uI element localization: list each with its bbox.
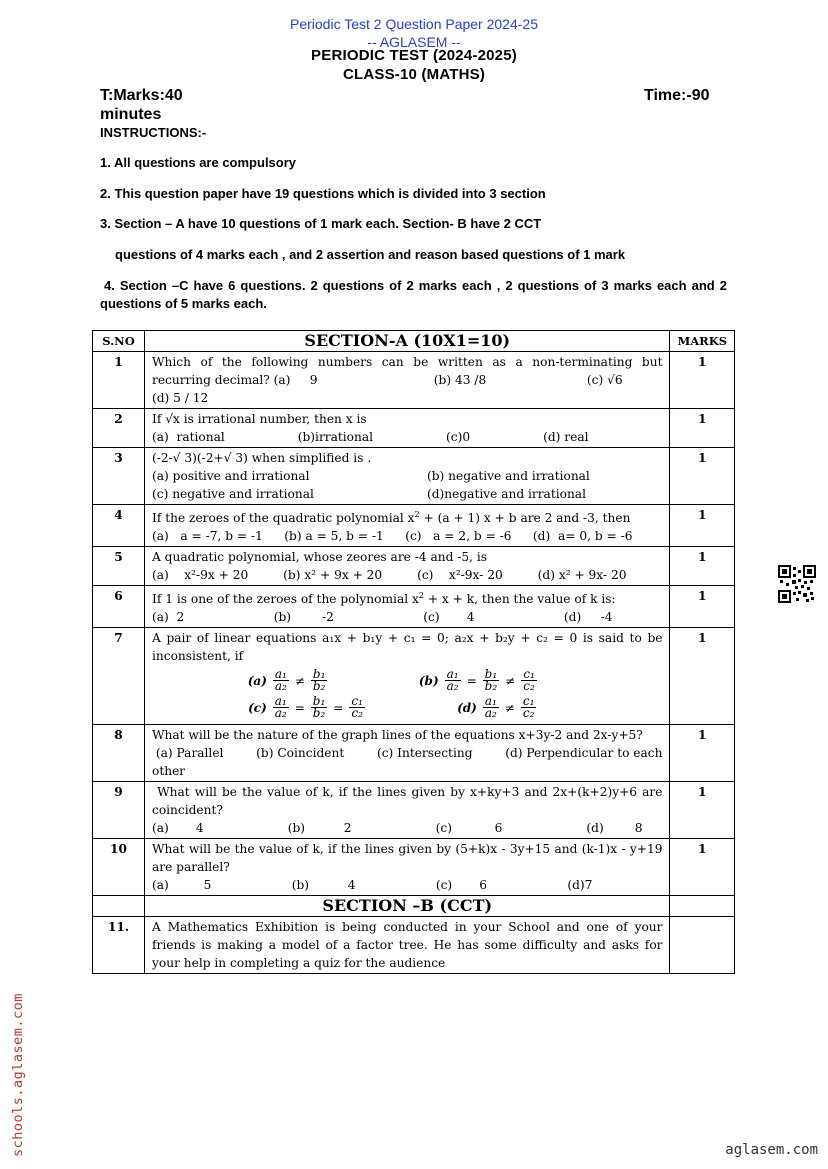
time-label: Time:-90 bbox=[644, 87, 710, 104]
question-stem: If 1 is one of the zeroes of the polynomial $x^2 + x + k$, then the value of k is: bbox=[152, 591, 616, 607]
option-a: (a) a = -7, b = -1 bbox=[152, 529, 263, 544]
class-title: CLASS-10 (MATHS) bbox=[342, 66, 486, 83]
qr-code-icon bbox=[778, 565, 816, 603]
question-marks: 1 bbox=[670, 352, 735, 409]
option-c: (c) a = 2, b = -6 bbox=[405, 529, 512, 544]
option-b: (b)irrational bbox=[297, 430, 374, 444]
option-b: (b) negative and irrational bbox=[427, 469, 590, 483]
option-d: (d) -4 bbox=[563, 610, 613, 625]
question-marks: 1 bbox=[670, 586, 735, 628]
col-sno-header: S.NO bbox=[93, 331, 145, 352]
section-a-heading: SECTION-A (10X1=10) bbox=[145, 331, 670, 352]
question-number: 10 bbox=[93, 839, 145, 896]
question-marks: 1 bbox=[670, 839, 735, 896]
question-number: 5 bbox=[93, 547, 145, 586]
question-text bbox=[145, 352, 670, 409]
table-row bbox=[93, 409, 735, 448]
option-c: (c) 4 bbox=[423, 610, 475, 625]
option-a: (a) 4 bbox=[152, 821, 204, 836]
question-text bbox=[145, 725, 670, 782]
option-d: (d) real bbox=[543, 430, 589, 444]
instruction-2: 2. This question paper have 19 questions which is divided into 3 section bbox=[100, 186, 546, 201]
question-stem: A Mathematics Exhibition is being conducted in your School and one of your friends is making a model of a factor tree. He has some difficulty and asks for your help in completing a quiz for the audience bbox=[152, 920, 663, 971]
option-a-fraction: (a) a₁ a₂ ≠ b₁ b₂ bbox=[247, 667, 326, 694]
col-marks-header: MARKS bbox=[670, 331, 735, 352]
option-a: (a) 5 bbox=[152, 878, 212, 893]
option-c-fraction: (c) a₁ a₂ = b₁ b₂ = c₁ c₂ bbox=[248, 694, 363, 721]
option-b: (b) -2 bbox=[273, 610, 334, 625]
option-b: (b) x² + 9x + 20 bbox=[283, 568, 383, 583]
question-stem: What will be the value of k, if the lines given by (5+k)x - 3y+15 and (k-1)x - y+19 are parallel? bbox=[152, 842, 663, 875]
option-b: (b) 2 bbox=[287, 821, 352, 836]
question-text bbox=[145, 448, 670, 505]
table-row bbox=[93, 448, 735, 505]
question-stem: If the zeroes of the quadratic polynomial $x^2 + (a + 1) x + b$ are 2 and -3, then bbox=[152, 510, 631, 526]
option-d: (d) a= 0, b = -6 bbox=[532, 529, 633, 544]
option-a: (a) Parallel bbox=[152, 746, 224, 761]
option-d: (d) Perpendicular to each bbox=[505, 746, 663, 761]
instruction-1: 1. All questions are compulsory bbox=[100, 155, 297, 170]
option-a: (a) x²-9x + 20 bbox=[152, 568, 249, 583]
side-watermark bbox=[6, 965, 36, 1165]
question-text bbox=[145, 505, 670, 547]
option-c: (c) negative and irrational bbox=[152, 487, 314, 501]
question-number: 9 bbox=[93, 782, 145, 839]
option-d: (d) 5 / 12 bbox=[152, 391, 209, 405]
table-row bbox=[93, 628, 735, 725]
question-marks: 1 bbox=[670, 782, 735, 839]
table-row bbox=[93, 352, 735, 409]
question-marks: 1 bbox=[670, 628, 735, 725]
table-row bbox=[93, 839, 735, 896]
question-number: 8 bbox=[93, 725, 145, 782]
watermark-title: Periodic Test 2 Question Paper 2024-25 bbox=[289, 16, 538, 32]
instructions-heading: INSTRUCTIONS:- bbox=[100, 125, 207, 140]
question-number: 3 bbox=[93, 448, 145, 505]
question-number: 7 bbox=[93, 628, 145, 725]
question-text bbox=[145, 409, 670, 448]
question-marks: 1 bbox=[670, 547, 735, 586]
question-marks: 1 bbox=[670, 725, 735, 782]
table-row bbox=[93, 505, 735, 547]
question-stem: (-2-√ 3)(-2+√ 3) when simplified is . bbox=[152, 451, 372, 465]
page-title: PERIODIC TEST (2024-2025) bbox=[311, 47, 517, 64]
option-c: (c) 6 bbox=[435, 821, 503, 836]
question-number: 11. bbox=[93, 917, 145, 974]
question-number: 4 bbox=[93, 505, 145, 547]
instruction-3: 3. Section – A have 10 questions of 1 mark each. Section- B have 2 CCT bbox=[100, 216, 542, 231]
question-number: 6 bbox=[93, 586, 145, 628]
option-a: (a) 2 bbox=[152, 610, 185, 625]
table-row bbox=[93, 782, 735, 839]
option-d: (d)7 bbox=[567, 878, 593, 893]
question-text bbox=[145, 628, 670, 725]
option-a: (a) positive and irrational bbox=[152, 469, 310, 483]
question-stem: What will be the value of k, if the lines given by x+ky+3 and 2x+(k+2)y+6 are coincident? bbox=[152, 785, 667, 818]
option-b: (b) Coincident bbox=[256, 746, 345, 761]
option-d: (d)negative and irrational bbox=[427, 487, 586, 501]
empty-cell bbox=[670, 896, 735, 917]
question-stem: What will be the nature of the graph lines of the equations x+3y-2 and 2x-y+5? bbox=[152, 728, 643, 743]
question-marks: 1 bbox=[670, 448, 735, 505]
table-row bbox=[93, 917, 735, 974]
question-marks: 1 bbox=[670, 505, 735, 547]
option-c: (c)0 bbox=[446, 430, 471, 444]
option-b: (b) a = 5, b = -1 bbox=[284, 529, 384, 544]
question-stem: Which of the following numbers can be written as a non-terminating but recurring decimal? (a) 9 (b) 43 /8 (c) √6 bbox=[152, 355, 667, 387]
table-row bbox=[93, 586, 735, 628]
question-marks bbox=[670, 917, 735, 974]
question-stem: If √x is irrational number, then x is bbox=[152, 412, 367, 426]
watermark-source: -- AGLASEM -- bbox=[367, 34, 461, 50]
option-b-fraction: (b) a₁ a₂ = b₁ b₂ ≠ c₁ c₂ bbox=[418, 667, 535, 694]
total-marks: T:Marks:40 bbox=[100, 87, 183, 104]
question-text bbox=[145, 917, 670, 974]
question-marks: 1 bbox=[670, 409, 735, 448]
option-d-fraction: (d) a₁ a₂ ≠ c₁ c₂ bbox=[457, 694, 535, 721]
instruction-4: 4. Section –C have 6 questions. 2 questions of 2 marks each , 2 questions of 3 marks each and 2 questions of 5 marks each. bbox=[100, 278, 727, 311]
question-text bbox=[145, 782, 670, 839]
table-row bbox=[93, 725, 735, 782]
option-d: (d) 8 bbox=[586, 821, 643, 836]
question-number: 2 bbox=[93, 409, 145, 448]
option-d: (d) x² + 9x- 20 bbox=[537, 568, 627, 583]
question-text bbox=[145, 547, 670, 586]
question-stem: A quadratic polynomial, whose zeores are -4 and -5, is bbox=[152, 550, 488, 565]
option-c: (c) Intersecting bbox=[376, 746, 473, 761]
section-b-heading: SECTION –B (CCT) bbox=[145, 896, 670, 917]
question-stem: A pair of linear equations a₁x + b₁y + c₁ = 0; a₂x + b₂y + c₂ = 0 is said to be inconsistent, if bbox=[152, 631, 663, 664]
option-a: (a) rational bbox=[152, 430, 225, 444]
empty-cell bbox=[93, 896, 145, 917]
option-c: (c) x²-9x- 20 bbox=[417, 568, 503, 583]
question-text bbox=[145, 839, 670, 896]
question-text bbox=[145, 586, 670, 628]
option-c: (c) 6 bbox=[435, 878, 488, 893]
question-table bbox=[92, 330, 735, 974]
bottom-url: aglasem.com bbox=[725, 1142, 818, 1158]
question-number: 1 bbox=[93, 352, 145, 409]
instruction-3-cont: questions of 4 marks each , and 2 assertion and reason based questions of 1 mark bbox=[115, 247, 626, 262]
option-d-cont: other bbox=[152, 764, 186, 779]
time-unit: minutes bbox=[100, 106, 162, 123]
table-row bbox=[93, 547, 735, 586]
option-b: (b) 4 bbox=[291, 878, 356, 893]
side-url-text: schools.aglasem.com bbox=[10, 993, 26, 1157]
